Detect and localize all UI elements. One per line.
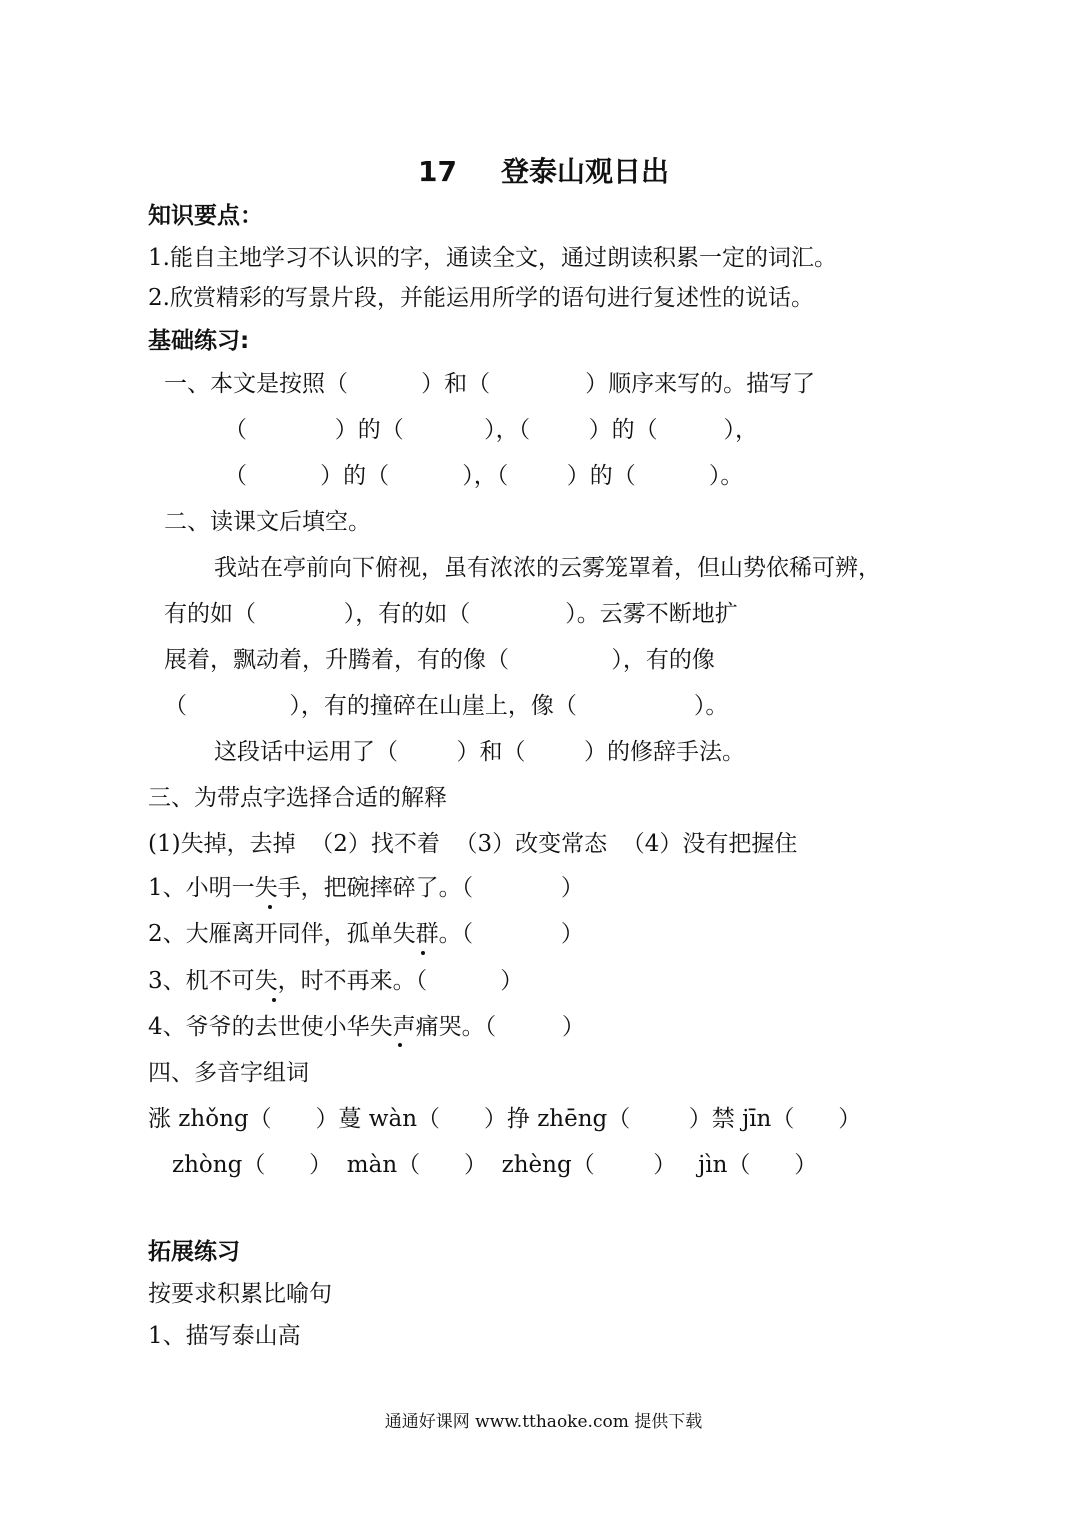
q3-item: 1、小明一失手，把碗摔碎了。（ ）	[148, 875, 584, 901]
lesson-title	[0, 152, 1087, 192]
emphasis-dot	[421, 951, 425, 955]
q4-row: 涨 zhǒng（ ）蔓 wàn（ ）挣 zhēng（ ）禁 jīn（ ）	[148, 1106, 862, 1132]
q2-line: 我站在亭前向下俯视，虽有浓浓的云雾笼罩着，但山势依稀可辨，	[214, 555, 881, 581]
knowledge-item: 2.欣赏精彩的写景片段，并能运用所学的语句进行复述性的说话。	[148, 285, 814, 311]
extend-line: 1、描写泰山高	[148, 1323, 301, 1349]
q1-line: 一、本文是按照（ ）和（ ）顺序来写的。描写了	[164, 371, 816, 397]
page-footer: 通通好课网 www.tthaoke.com 提供下载	[384, 1412, 703, 1432]
basic-heading: 基础练习:	[148, 328, 250, 354]
q2-line: （ ），有的撞碎在山崖上，像（ ）。	[164, 693, 729, 719]
q1-line: （ ）的（ ），（ ）的（ ），	[224, 417, 758, 443]
knowledge-heading: 知识要点：	[148, 203, 263, 229]
q3-heading: 三、为带点字选择合适的解释	[148, 785, 447, 811]
q3-item: 3、机不可失，时不再来。（ ）	[148, 968, 524, 994]
q4-heading: 四、多音字组词	[148, 1060, 309, 1086]
q4-row: zhòng（ ） màn（ ） zhèng（ ） jìn（ ）	[172, 1152, 818, 1178]
lesson-number: 17	[418, 155, 457, 188]
q3-item: 2、大雁离开同伴，孤单失群。（ ）	[148, 921, 584, 947]
q2-line: 展着，飘动着，升腾着，有的像（ ），有的像	[164, 647, 715, 673]
q1-line: （ ）的（ ），（ ）的（ ）。	[224, 463, 744, 489]
knowledge-item: 1.能自主地学习不认识的字，通读全文，通过朗读积累一定的词汇。	[148, 245, 837, 271]
q2-line: 这段话中运用了（ ）和（ ）的修辞手法。	[214, 739, 745, 765]
extend-line: 按要求积累比喻句	[148, 1281, 332, 1307]
q2-heading: 二、读课文后填空。	[164, 509, 371, 535]
q3-options: (1)失掉，去掉 （2）找不着 （3）改变常态 （4）没有把握住	[148, 831, 798, 857]
extend-heading: 拓展练习	[148, 1239, 240, 1265]
q2-line: 有的如（ ），有的如（ ）。云雾不断地扩	[164, 601, 738, 627]
emphasis-dot	[272, 998, 276, 1002]
q3-item: 4、爷爷的去世使小华失声痛哭。（ ）	[148, 1014, 585, 1040]
emphasis-dot	[268, 905, 272, 909]
emphasis-dot	[398, 1043, 402, 1047]
lesson-name: 登泰山观日出	[500, 155, 669, 188]
